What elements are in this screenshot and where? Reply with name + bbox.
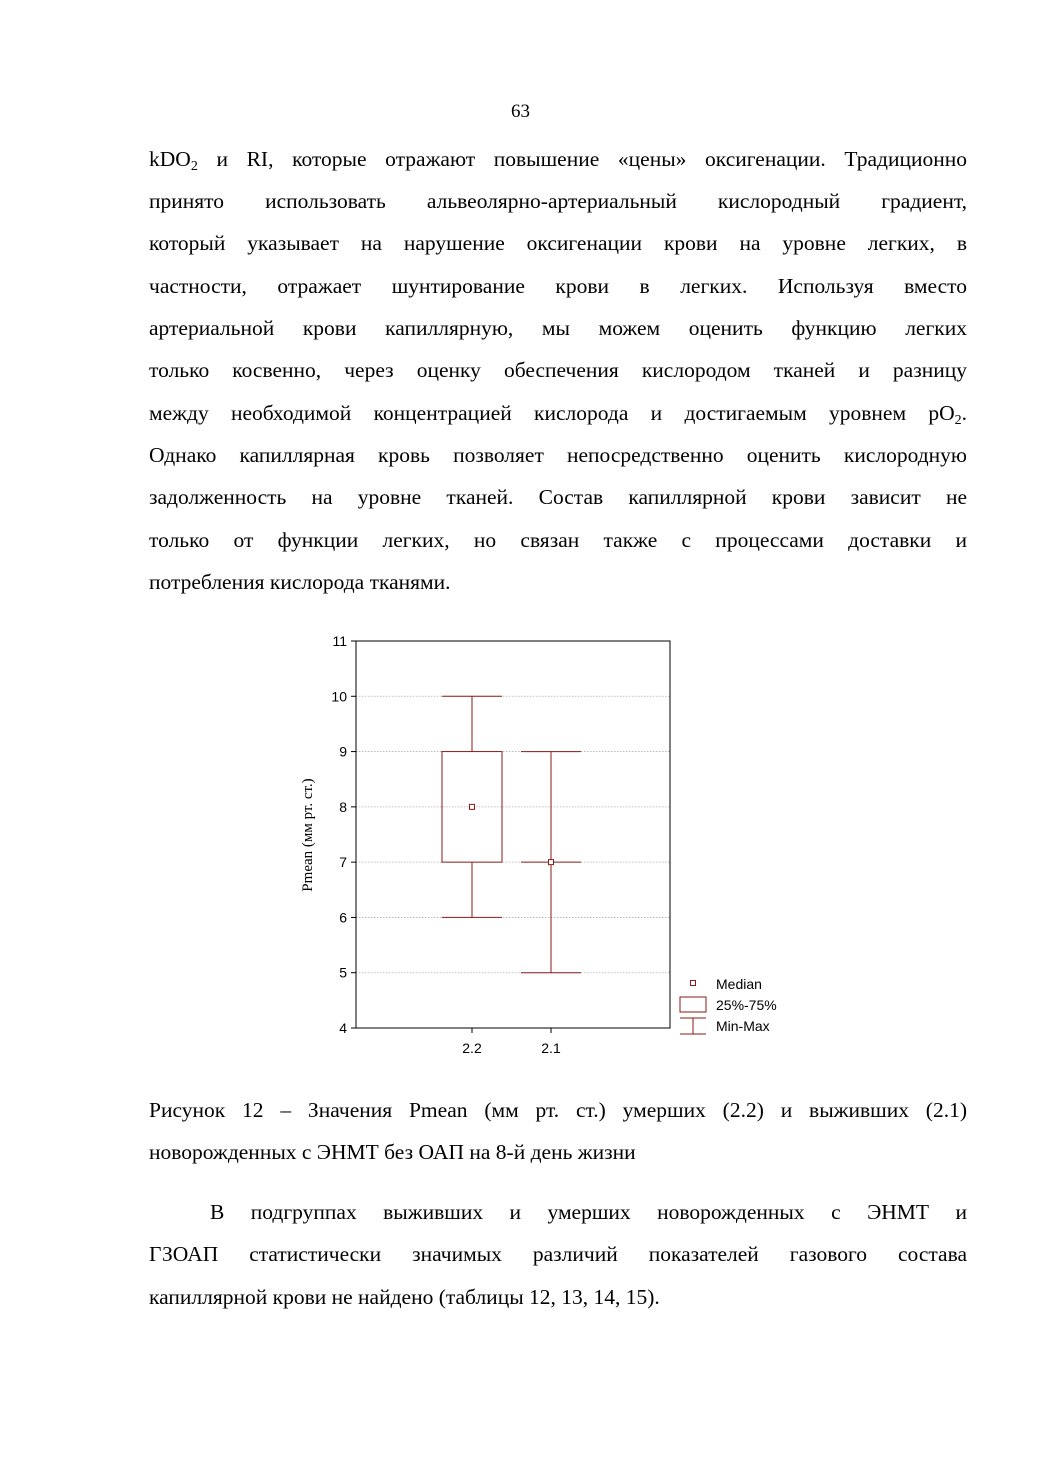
y-tick-label: 4: [339, 1020, 347, 1036]
paragraph-line: принято использовать альвеолярно-артериальный кислородный градиент,: [149, 189, 967, 213]
paragraph-line: В подгруппах выживших и умерших новорожденных с ЭНМТ и: [210, 1200, 967, 1224]
x-axis-ticks: [462, 1028, 561, 1056]
paragraph-line: капиллярной крови не найдено (таблицы 12, 13, 14, 15).: [149, 1285, 660, 1309]
x-tick-label: 2.2: [462, 1040, 482, 1056]
median-marker: [549, 860, 554, 865]
y-tick-label: 11: [332, 633, 347, 649]
paragraph-line: между необходимой концентрацией кислорода и достигаемым уровнем $pO_2$.: [149, 401, 967, 428]
legend: [680, 976, 777, 1034]
y-tick-label: 8: [339, 798, 347, 815]
y-tick-label: 7: [339, 854, 347, 871]
page-number: 63: [511, 101, 530, 122]
box-series: [442, 696, 581, 972]
grid-lines: [356, 696, 670, 972]
paragraph-line: потребления кислорода тканями.: [149, 570, 451, 594]
boxplot-chart: [290, 628, 810, 1068]
legend-label: Min-Max: [716, 1018, 770, 1034]
y-tick-label: 9: [339, 743, 347, 760]
y-tick-label: 6: [339, 909, 347, 926]
y-tick-label: 10: [331, 688, 347, 705]
paragraph-line: который указывает на нарушение оксигенации крови на уровне легких, в: [149, 231, 967, 255]
paragraph-line: kDO$_2$ и RI, которые отражают повышение «цены» оксигенации. Традиционно: [149, 147, 967, 174]
paragraph-line: только косвенно, через оценку обеспечения кислородом тканей и разницу: [149, 358, 967, 382]
y-axis-label: Pmean (мм рт. ст.): [300, 778, 316, 892]
paragraph-line: задолженность на уровне тканей. Состав капиллярной крови зависит не: [149, 485, 967, 509]
y-tick-label: 5: [339, 964, 347, 981]
paragraph-line: артериальной крови капиллярную, мы можем оценить функцию легких: [149, 316, 967, 340]
legend-box-symbol: [680, 997, 706, 1012]
legend-label: Median: [716, 976, 762, 992]
paragraph-line: ГЗОАП статистически значимых различий показателей газового состава: [149, 1242, 967, 1266]
caption-line: Рисунок 12 – Значения Pmean (мм рт. ст.) умерших (2.2) и выживших (2.1): [149, 1098, 967, 1122]
caption-line: новорожденных с ЭНМТ без ОАП на 8-й день жизни: [149, 1140, 636, 1164]
plot-frame: [356, 641, 670, 1028]
legend-median-symbol: [691, 981, 696, 986]
paragraph-line: частности, отражает шунтирование крови в легких. Используя вместо: [149, 274, 967, 298]
x-tick-label: 2.1: [541, 1040, 561, 1056]
median-marker: [470, 804, 475, 809]
y-axis-ticks: [331, 633, 356, 1036]
paragraph-line: только от функции легких, но связан также с процессами доставки и: [149, 528, 967, 552]
paragraph-line: Однако капиллярная кровь позволяет непосредственно оценить кислородную: [149, 443, 967, 467]
legend-label: 25%-75%: [716, 997, 777, 1013]
